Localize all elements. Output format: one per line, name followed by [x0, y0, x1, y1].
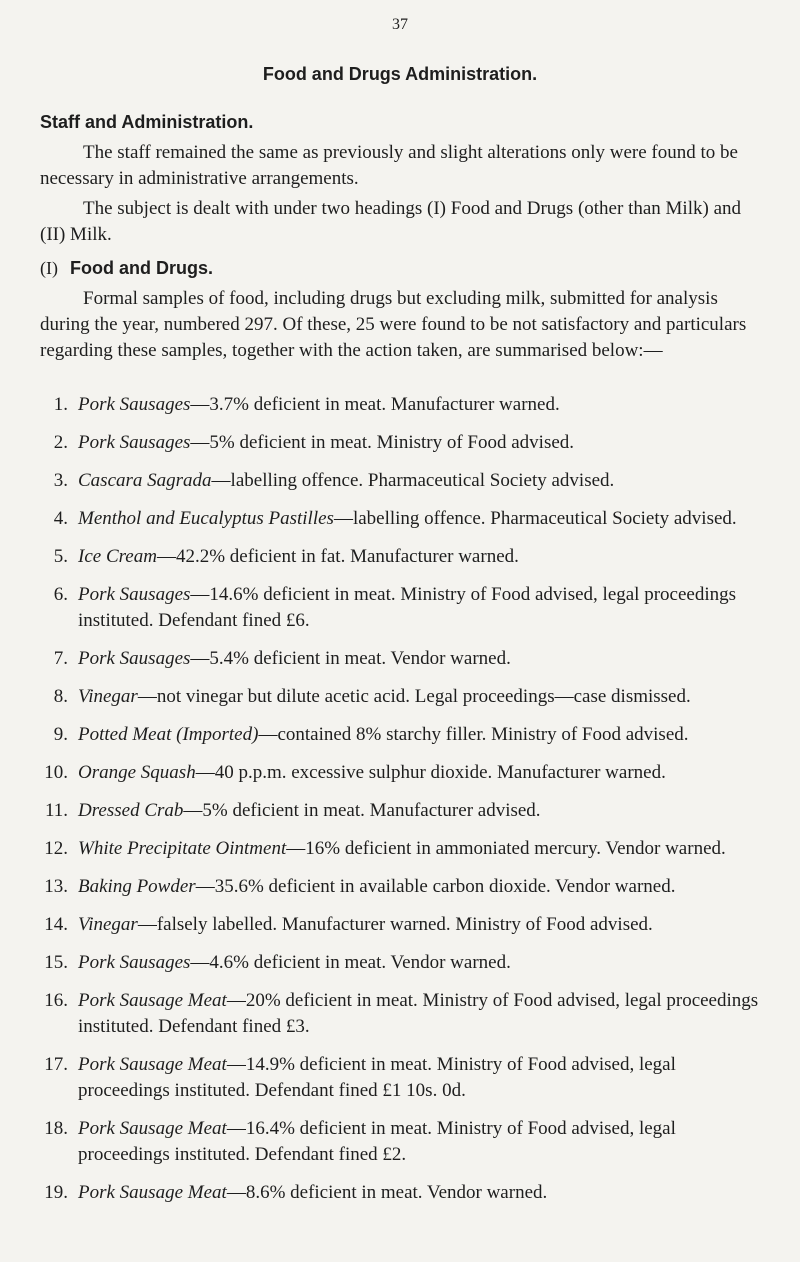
- item-text: —not vinegar but dilute acetic acid. Legal proceedings—case dismissed.: [137, 686, 691, 707]
- list-item: [40, 392, 770, 418]
- item-number: 10.: [44, 762, 68, 783]
- item-number: 6.: [53, 584, 68, 605]
- item-text: —14.6% deficient in meat. Ministry of Food advised, legal proceedings instituted. Defendant fined £6.: [78, 584, 737, 631]
- item-number: 13.: [44, 876, 68, 897]
- list-item: [40, 646, 770, 672]
- item-name: Pork Sausages: [78, 952, 191, 973]
- section-label: (I): [40, 258, 58, 278]
- item-name: Pork Sausages: [78, 648, 191, 669]
- item-name: Pork Sausage Meat: [78, 1182, 227, 1203]
- item-number: 7.: [53, 648, 68, 669]
- item-number: 5.: [53, 546, 68, 567]
- item-text: —40 p.p.m. excessive sulphur dioxide. Manufacturer warned.: [195, 762, 666, 783]
- item-number: 2.: [53, 432, 68, 453]
- item-number: 4.: [53, 508, 68, 529]
- list-item: [40, 874, 770, 900]
- list-item: [40, 836, 770, 862]
- staff-heading: Staff and Administration.: [40, 112, 254, 132]
- item-name: Cascara Sagrada: [78, 470, 212, 491]
- page-title: Food and Drugs Administration.: [262, 64, 538, 84]
- list-item: [40, 722, 770, 748]
- staff-paragraph: The staff remained the same as previously and slight alterations only were found to be necessary in administrative arrangements.: [40, 142, 738, 189]
- item-name: Pork Sausage Meat: [78, 990, 227, 1011]
- item-number: 17.: [44, 1054, 68, 1075]
- item-number: 1.: [53, 394, 68, 415]
- item-number: 3.: [53, 470, 68, 491]
- item-name: White Precipitate Ointment: [78, 838, 287, 859]
- item-name: Pork Sausage Meat: [78, 1118, 227, 1139]
- item-name: Dressed Crab: [78, 800, 184, 821]
- item-name: Pork Sausage Meat: [78, 1054, 227, 1075]
- list-item: [40, 798, 770, 824]
- item-number: 14.: [44, 914, 68, 935]
- item-text: —5.4% deficient in meat. Vendor warned.: [190, 648, 511, 669]
- item-text: —falsely labelled. Manufacturer warned. Ministry of Food advised.: [137, 914, 653, 935]
- item-name: Pork Sausages: [78, 394, 191, 415]
- list-item: [40, 544, 770, 570]
- item-text: —16.4% deficient in meat. Ministry of Food advised, legal proceedings instituted. Defendant fined £2.: [78, 1118, 676, 1165]
- sample-list: [40, 392, 770, 1218]
- item-text: —4.6% deficient in meat. Vendor warned.: [190, 952, 511, 973]
- list-item: [40, 468, 770, 494]
- list-item: [40, 912, 770, 938]
- item-name: Vinegar: [78, 914, 138, 935]
- list-item: [40, 684, 770, 710]
- item-text: —14.9% deficient in meat. Ministry of Food advised, legal proceedings instituted. Defendant fined £1 10s. 0d.: [78, 1054, 676, 1101]
- headings-paragraph: The subject is dealt with under two headings (I) Food and Drugs (other than Milk) and (II) Milk.: [40, 198, 741, 245]
- item-text: —20% deficient in meat. Ministry of Food advised, legal proceedings instituted. Defendant fined £3.: [78, 990, 759, 1037]
- item-text: —35.6% deficient in available carbon dioxide. Vendor warned.: [195, 876, 676, 897]
- item-text: —16% deficient in ammoniated mercury. Vendor warned.: [286, 838, 726, 859]
- item-name: Menthol and Eucalyptus Pastilles: [78, 508, 334, 529]
- item-name: Orange Squash: [78, 762, 196, 783]
- item-name: Vinegar: [78, 686, 138, 707]
- list-item: [40, 582, 770, 634]
- item-number: 8.: [53, 686, 68, 707]
- item-number: 16.: [44, 990, 68, 1011]
- item-text: —5% deficient in meat. Manufacturer advised.: [183, 800, 541, 821]
- item-name: Pork Sausages: [78, 584, 191, 605]
- list-item: [40, 950, 770, 976]
- item-number: 18.: [44, 1118, 68, 1139]
- list-item: [40, 760, 770, 786]
- item-name: Potted Meat (Imported): [78, 724, 259, 745]
- list-item: [40, 1116, 770, 1168]
- section-title: Food and Drugs.: [69, 258, 213, 278]
- list-item: [40, 1052, 770, 1104]
- item-name: Pork Sausages: [78, 432, 191, 453]
- section-heading: [40, 258, 213, 279]
- item-text: —contained 8% starchy filler. Ministry of Food advised.: [258, 724, 689, 745]
- item-name: Ice Cream: [78, 546, 157, 567]
- list-item: [40, 430, 770, 456]
- item-text: —labelling offence. Pharmaceutical Society advised.: [211, 470, 615, 491]
- item-text: —42.2% deficient in fat. Manufacturer warned.: [156, 546, 519, 567]
- item-number: 9.: [53, 724, 68, 745]
- item-text: —5% deficient in meat. Ministry of Food advised.: [190, 432, 575, 453]
- item-number: 12.: [44, 838, 68, 859]
- samples-paragraph: Formal samples of food, including drugs but excluding milk, submitted for analysis during the year, numbered 297. Of these, 25 were found to be not satisfactory and particulars regarding these samples, together with the action taken, are summarised below:—: [40, 288, 747, 361]
- list-item: [40, 1180, 770, 1206]
- item-text: —3.7% deficient in meat. Manufacturer warned.: [190, 394, 560, 415]
- item-text: —8.6% deficient in meat. Vendor warned.: [226, 1182, 548, 1203]
- item-number: 11.: [44, 800, 68, 821]
- list-item: [40, 506, 770, 532]
- item-text: —labelling offence. Pharmaceutical Society advised.: [333, 508, 737, 529]
- item-number: 15.: [44, 952, 68, 973]
- item-number: 19.: [44, 1182, 68, 1203]
- page-number: 37: [392, 16, 408, 33]
- list-item: [40, 988, 770, 1040]
- item-name: Baking Powder: [78, 876, 196, 897]
